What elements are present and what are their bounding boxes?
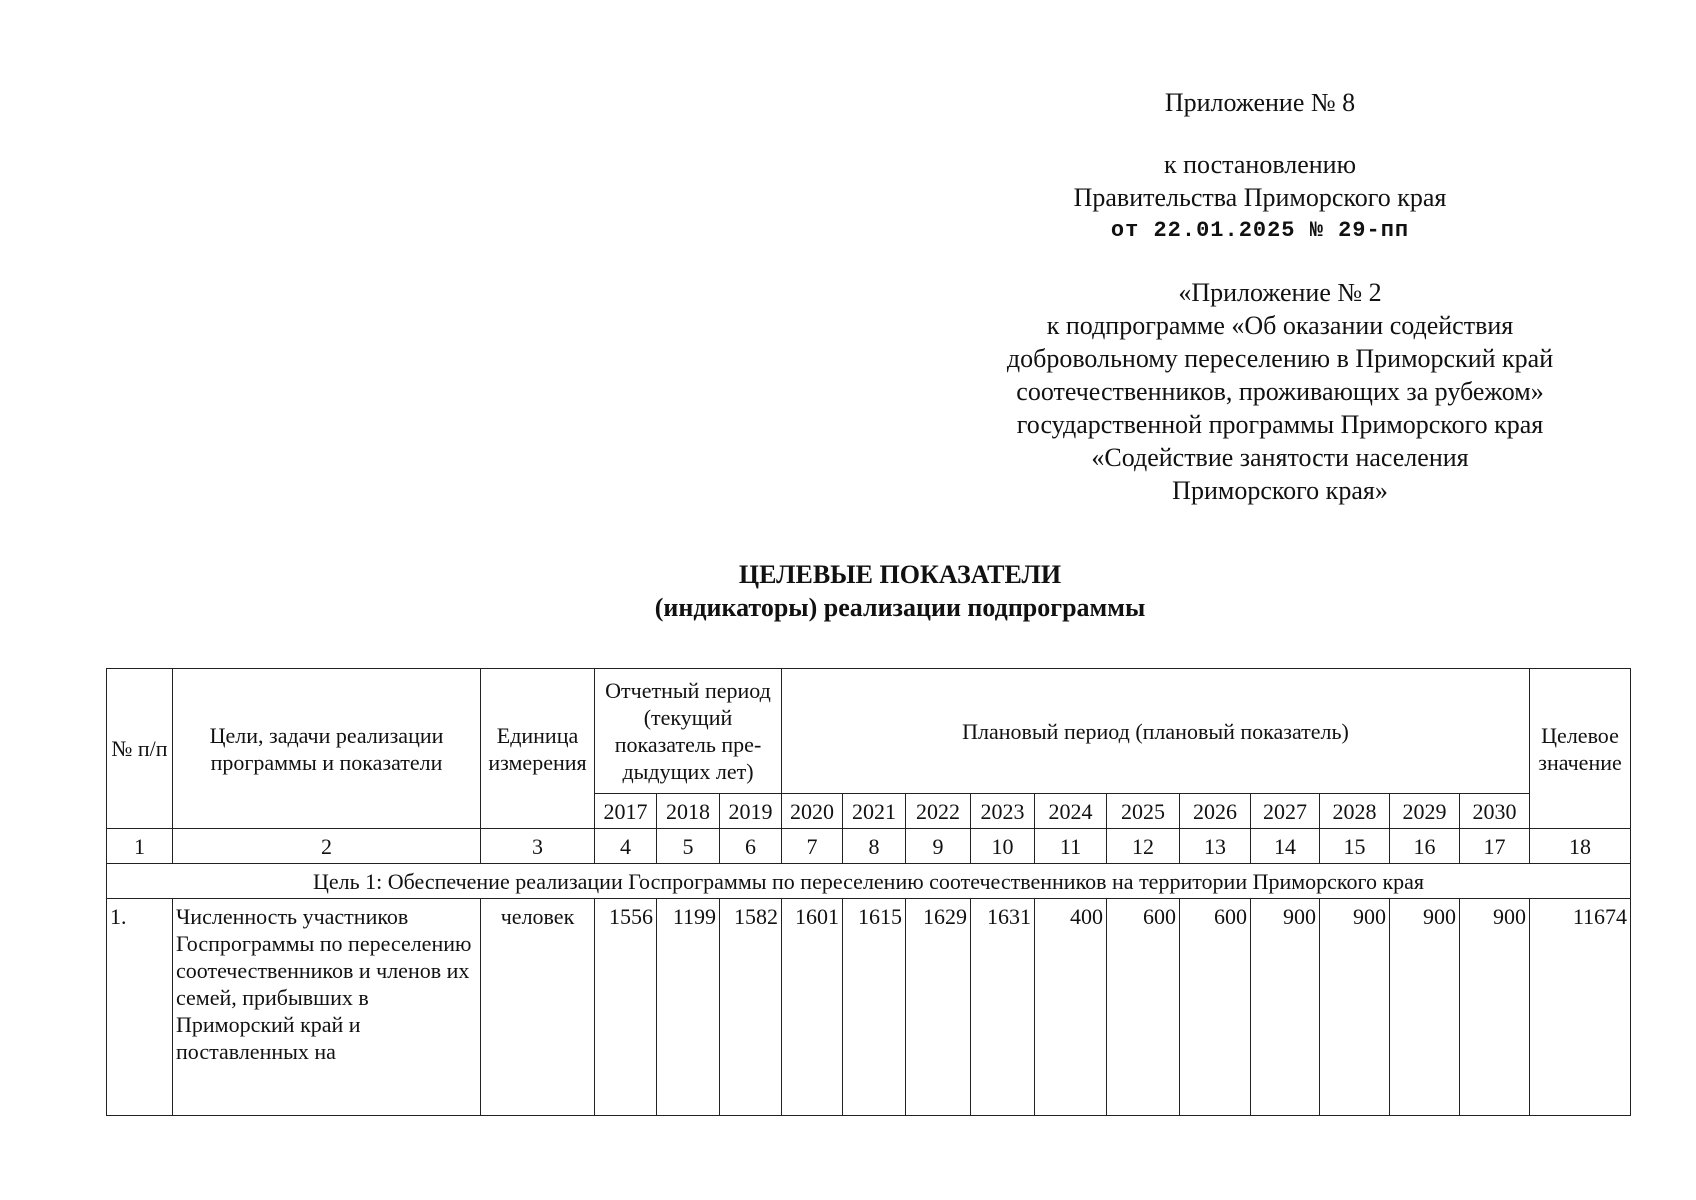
year-cell: 2025	[1107, 794, 1180, 829]
value-2029: 900	[1390, 899, 1460, 1116]
resolution-line-1: к постановлению	[1163, 150, 1357, 179]
year-cell: 2024	[1035, 794, 1107, 829]
column-number: 13	[1180, 829, 1251, 864]
column-number: 14	[1251, 829, 1320, 864]
header-num: № п/п	[107, 669, 173, 829]
column-number: 12	[1107, 829, 1180, 864]
header-target-value: Целевое значение	[1530, 669, 1631, 829]
target-value: 11674	[1530, 899, 1631, 1116]
value-2026: 600	[1180, 899, 1251, 1116]
table-row	[107, 899, 1631, 1116]
table-header-row	[107, 669, 1631, 794]
attachment-line-3: добровольному переселению в Приморский край	[1006, 344, 1554, 373]
year-cell: 2029	[1390, 794, 1460, 829]
column-number: 15	[1320, 829, 1390, 864]
column-number: 11	[1035, 829, 1107, 864]
header-unit: Единица измерения	[481, 669, 595, 829]
value-2025: 600	[1107, 899, 1180, 1116]
value-2027: 900	[1251, 899, 1320, 1116]
column-number: 4	[595, 829, 657, 864]
year-cell: 2021	[843, 794, 906, 829]
resolution-reference	[960, 148, 1560, 247]
resolution-line-2: Правительства Приморского края	[1073, 183, 1447, 212]
column-number: 9	[906, 829, 971, 864]
value-2023: 1631	[971, 899, 1035, 1116]
indicator-unit: человек	[481, 899, 595, 1116]
header-planned-period: Плановый период (плановый показатель)	[782, 669, 1530, 794]
title-line-2: (индикаторы) реализации подпрограммы	[654, 593, 1146, 622]
value-2024: 400	[1035, 899, 1107, 1116]
title-line-1: ЦЕЛЕВЫЕ ПОКАЗАТЕЛИ	[738, 560, 1062, 589]
column-number: 3	[481, 829, 595, 864]
column-number: 17	[1460, 829, 1530, 864]
value-2020: 1601	[782, 899, 843, 1116]
year-cell: 2027	[1251, 794, 1320, 829]
attachment-line-5: государственной программы Приморского края	[1016, 410, 1544, 439]
column-number: 16	[1390, 829, 1460, 864]
value-2017: 1556	[595, 899, 657, 1116]
appendix-line: Приложение № 8	[1164, 88, 1356, 117]
attachment-line-6: «Содействие занятости населения	[1091, 443, 1469, 472]
column-number: 5	[657, 829, 720, 864]
header-goals: Цели, задачи реализации программы и показатели	[173, 669, 481, 829]
column-number: 6	[720, 829, 782, 864]
value-2018: 1199	[657, 899, 720, 1116]
year-cell: 2023	[971, 794, 1035, 829]
year-cell: 2017	[595, 794, 657, 829]
document-title	[400, 558, 1400, 624]
column-number-row	[107, 829, 1631, 864]
attachment-line-4: соотечественников, проживающих за рубежом»	[1016, 377, 1544, 406]
column-number: 10	[971, 829, 1035, 864]
column-number: 18	[1530, 829, 1631, 864]
year-cell: 2028	[1320, 794, 1390, 829]
value-2021: 1615	[843, 899, 906, 1116]
year-cell: 2022	[906, 794, 971, 829]
appendix-number	[1000, 86, 1520, 119]
header-reporting-period: Отчетный период (текущий показатель предыдущих лет)	[595, 669, 782, 794]
row-number: 1.	[107, 899, 173, 1116]
value-2028: 900	[1320, 899, 1390, 1116]
goal-row	[107, 864, 1631, 899]
year-cell: 2026	[1180, 794, 1251, 829]
column-number: 1	[107, 829, 173, 864]
indicators-table	[106, 668, 1631, 1116]
attachment-line-2: к подпрограмме «Об оказании содействия	[1046, 311, 1514, 340]
value-2022: 1629	[906, 899, 971, 1116]
attachment-reference	[900, 276, 1660, 507]
year-cell: 2019	[720, 794, 782, 829]
value-2019: 1582	[720, 899, 782, 1116]
year-cell: 2030	[1460, 794, 1530, 829]
resolution-date-number: от 22.01.2025 № 29-пп	[1110, 218, 1410, 243]
goal-1-text: Цель 1: Обеспечение реализации Госпрограммы по переселению соотечественников на территории Приморского края	[107, 864, 1631, 899]
year-cell: 2018	[657, 794, 720, 829]
attachment-line-7: Приморского края»	[1172, 476, 1388, 505]
attachment-line-1: «Приложение № 2	[1178, 278, 1382, 307]
indicator-name: Численность участников Госпрограммы по переселению соотечественников и членов их семей, прибывших в Приморский край и поставленных на	[173, 899, 481, 1116]
column-number: 8	[843, 829, 906, 864]
column-number: 7	[782, 829, 843, 864]
value-2030: 900	[1460, 899, 1530, 1116]
column-number: 2	[173, 829, 481, 864]
year-cell: 2020	[782, 794, 843, 829]
